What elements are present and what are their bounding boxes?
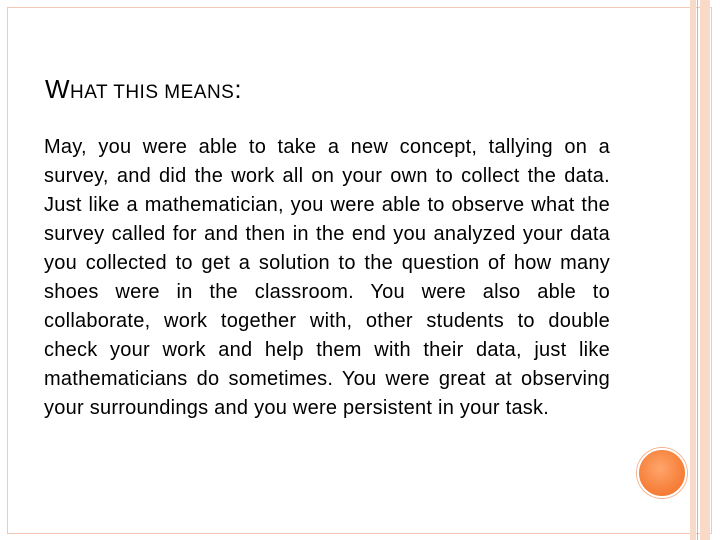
title-colon: : [234,74,243,104]
decorative-band-outer [690,0,696,540]
decorative-band-line [697,0,698,540]
title-initial: W [45,74,71,104]
decorative-band-inner [700,0,710,540]
title-rest: HAT THIS MEANS [70,82,235,103]
slide-body-text: May, you were able to take a new concept, tallying on a survey, and did the work all on your own to collect the data. Just like a mathematician, you were able to observe what the survey called for and then in the end you analyzed your data you collected to get a solution to the question of how many shoes were in the classroom. You were also able to collaborate, work together with, other students to double check your work and help them with their data, just like mathematicians do sometimes. You were great at observing your surroundings and you were persistent in your task. [44,136,610,419]
slide-title [45,72,242,110]
decorative-circle-icon [637,448,687,498]
